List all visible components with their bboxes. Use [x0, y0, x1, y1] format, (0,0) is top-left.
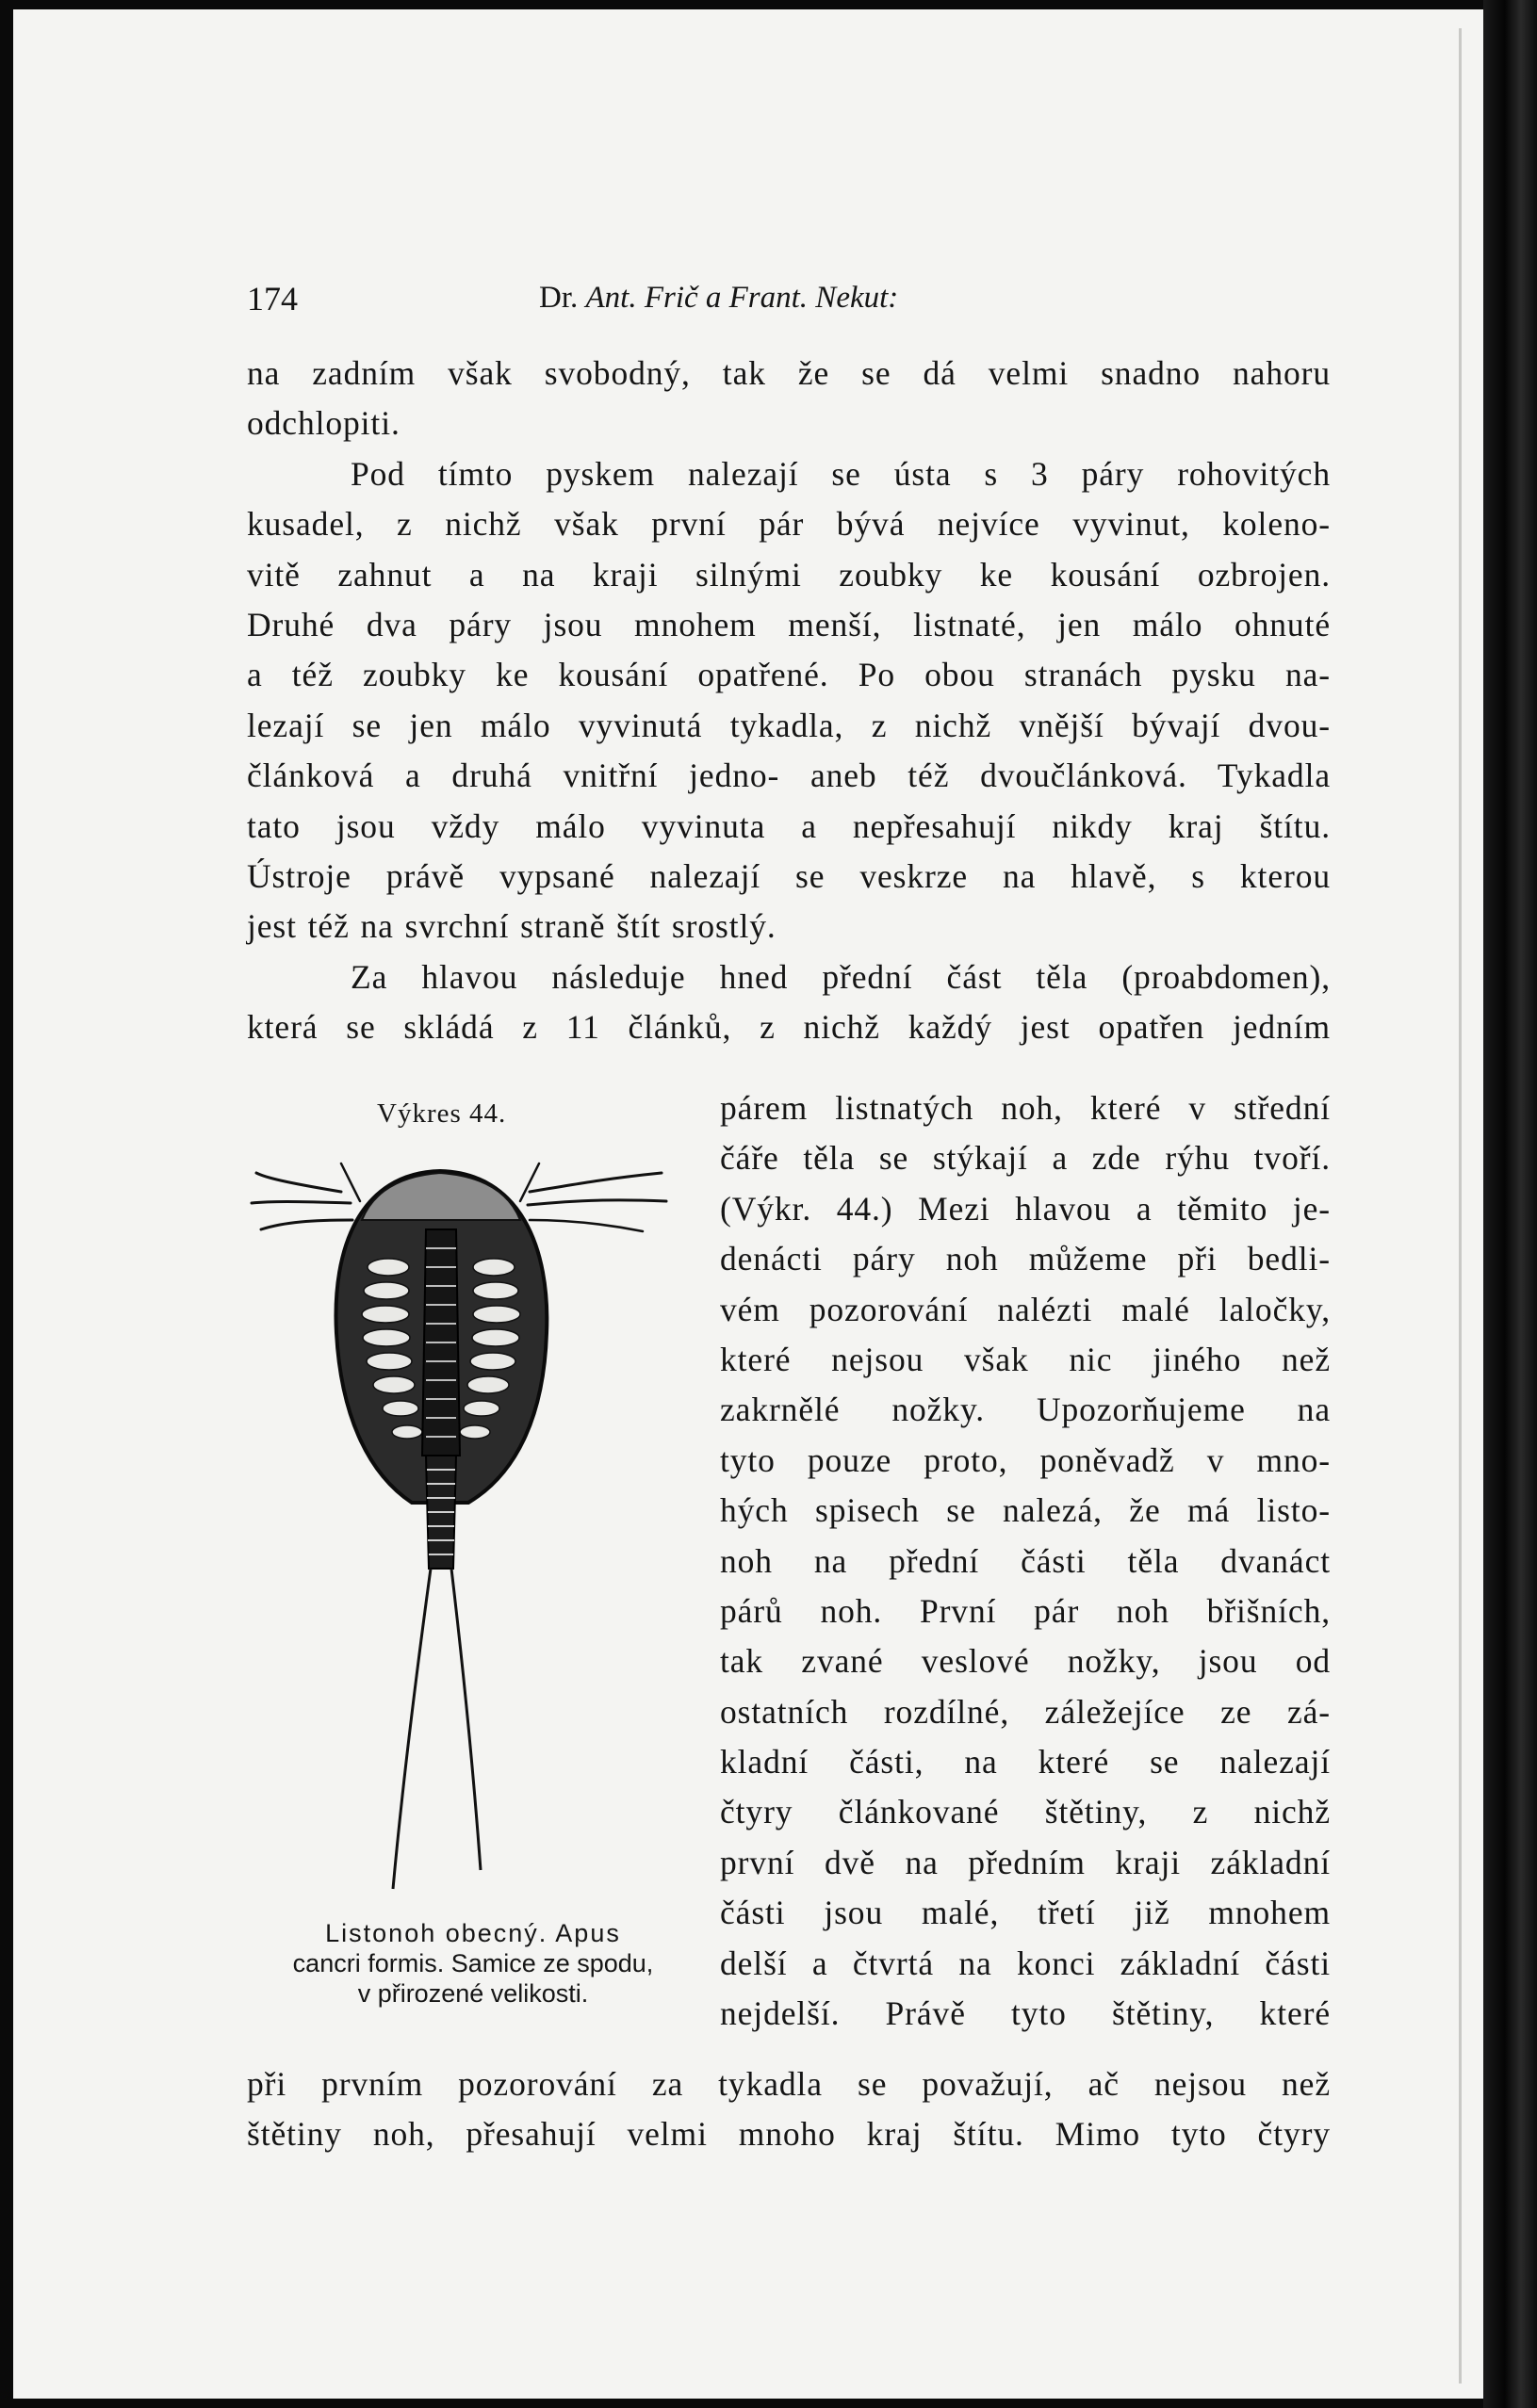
running-head-authors: Ant. Frič a Frant. Nekut: — [585, 281, 899, 315]
body-text-bottom — [247, 2059, 1331, 2160]
text-line: čáře těla se stýkají a zde rýhu tvoří. — [720, 1139, 1331, 1178]
text-line: čtyry článkované štětiny, z nichž — [720, 1793, 1331, 1831]
text-line: které nejsou však nic jiného než — [720, 1340, 1331, 1378]
text-line: nejdelší. Právě tyto štětiny, které — [720, 1994, 1331, 2033]
text-line: vitě zahnut a na kraji silnými zoubky ke kousání ozbrojen. — [247, 555, 1331, 594]
body-text-column — [720, 1083, 1331, 2039]
text-line: a též zoubky ke kousání opatřené. Po obou stranách pysku na- — [247, 656, 1331, 694]
apus-illustration — [247, 1145, 680, 1898]
text-line: denácti páry noh můžeme při bedli- — [720, 1240, 1331, 1278]
body-text-top — [247, 349, 1331, 1052]
text-line: kladní části, na které se nalezají — [720, 1743, 1331, 1782]
text-line: která se skládá z 11 článků, z nichž každý jest opatřen jedním — [247, 1008, 1331, 1047]
running-head — [539, 281, 898, 316]
text-line: tyto pouze proto, poněvadž v mno- — [720, 1440, 1331, 1479]
text-line: hých spisech se nalezá, že má listo- — [720, 1491, 1331, 1530]
caption-line: v přirozené velikosti. — [357, 1979, 589, 2008]
text-line: tato jsou vždy málo vyvinuta a nepřesahují nikdy kraj štítu. — [247, 806, 1331, 845]
text-line: vém pozorování nalézti malé laločky, — [720, 1290, 1331, 1328]
apus-drawing — [247, 1145, 680, 1898]
text-line: kusadel, z nichž však první pár bývá nejvíce vyvinut, koleno- — [247, 505, 1331, 544]
text-line: Ústroje právě vypsané nalezají se veskrze na hlavě, s kterou — [247, 856, 1331, 895]
text-line: odchlopiti. — [247, 404, 401, 443]
book-spine — [1483, 0, 1537, 2408]
text-line: (Výkr. 44.) Mezi hlavou a těmito je- — [720, 1189, 1331, 1228]
figure-title: Výkres 44. — [377, 1098, 507, 1129]
page-header — [247, 279, 1331, 326]
text-line: zakrnělé nožky. Upozorňujeme na — [720, 1391, 1331, 1429]
caption-line: Listonoh obecný. Apus — [325, 1919, 621, 1947]
caption-line: cancri formis. Samice ze spodu, — [292, 1949, 654, 1977]
text-line: článková a druhá vnitřní jedno- aneb též dvoučlánková. Tykadla — [247, 757, 1331, 795]
text-line: při prvním pozorování za tykadla se považují, ač nejsou než — [247, 2065, 1331, 2103]
running-head-prefix: Dr. — [539, 281, 586, 315]
text-line: delší a čtvrtá na konci základní části — [720, 1944, 1331, 1982]
text-line: párem listnatých noh, které v střední — [720, 1089, 1331, 1127]
page-number: 174 — [247, 280, 298, 317]
text-line: na zadním však svobodný, tak že se dá velmi snadno nahoru — [247, 354, 1331, 392]
text-line: lezají se jen málo vyvinutá tykadla, z nichž vnější bývají dvou- — [247, 706, 1331, 744]
text-line: jest též na svrchní straně štít srostlý. — [247, 907, 777, 946]
text-line: Druhé dva páry jsou mnohem menší, listnaté, jen málo ohnuté — [247, 605, 1331, 643]
text-line: noh na přední části těla dvanáct — [720, 1541, 1331, 1580]
text-line: párů noh. První pár noh břišních, — [720, 1591, 1331, 1630]
page-edge — [1459, 28, 1462, 2384]
text-line: Pod tímto pyskem nalezají se ústa s 3 páry rohovitých — [351, 454, 1331, 493]
text-line: tak zvané veslové nožky, jsou od — [720, 1642, 1331, 1681]
figure-caption — [247, 1918, 699, 2009]
text-line: Za hlavou následuje hned přední část těla (proabdomen), — [351, 957, 1331, 996]
text-line: štětiny noh, přesahují velmi mnoho kraj štítu. Mimo tyto čtyry — [247, 2115, 1331, 2154]
text-line: části jsou malé, třetí již mnohem — [720, 1894, 1331, 1932]
text-line: první dvě na předním kraji základní — [720, 1843, 1331, 1881]
text-line: ostatních rozdílné, záležejíce ze zá- — [720, 1692, 1331, 1731]
